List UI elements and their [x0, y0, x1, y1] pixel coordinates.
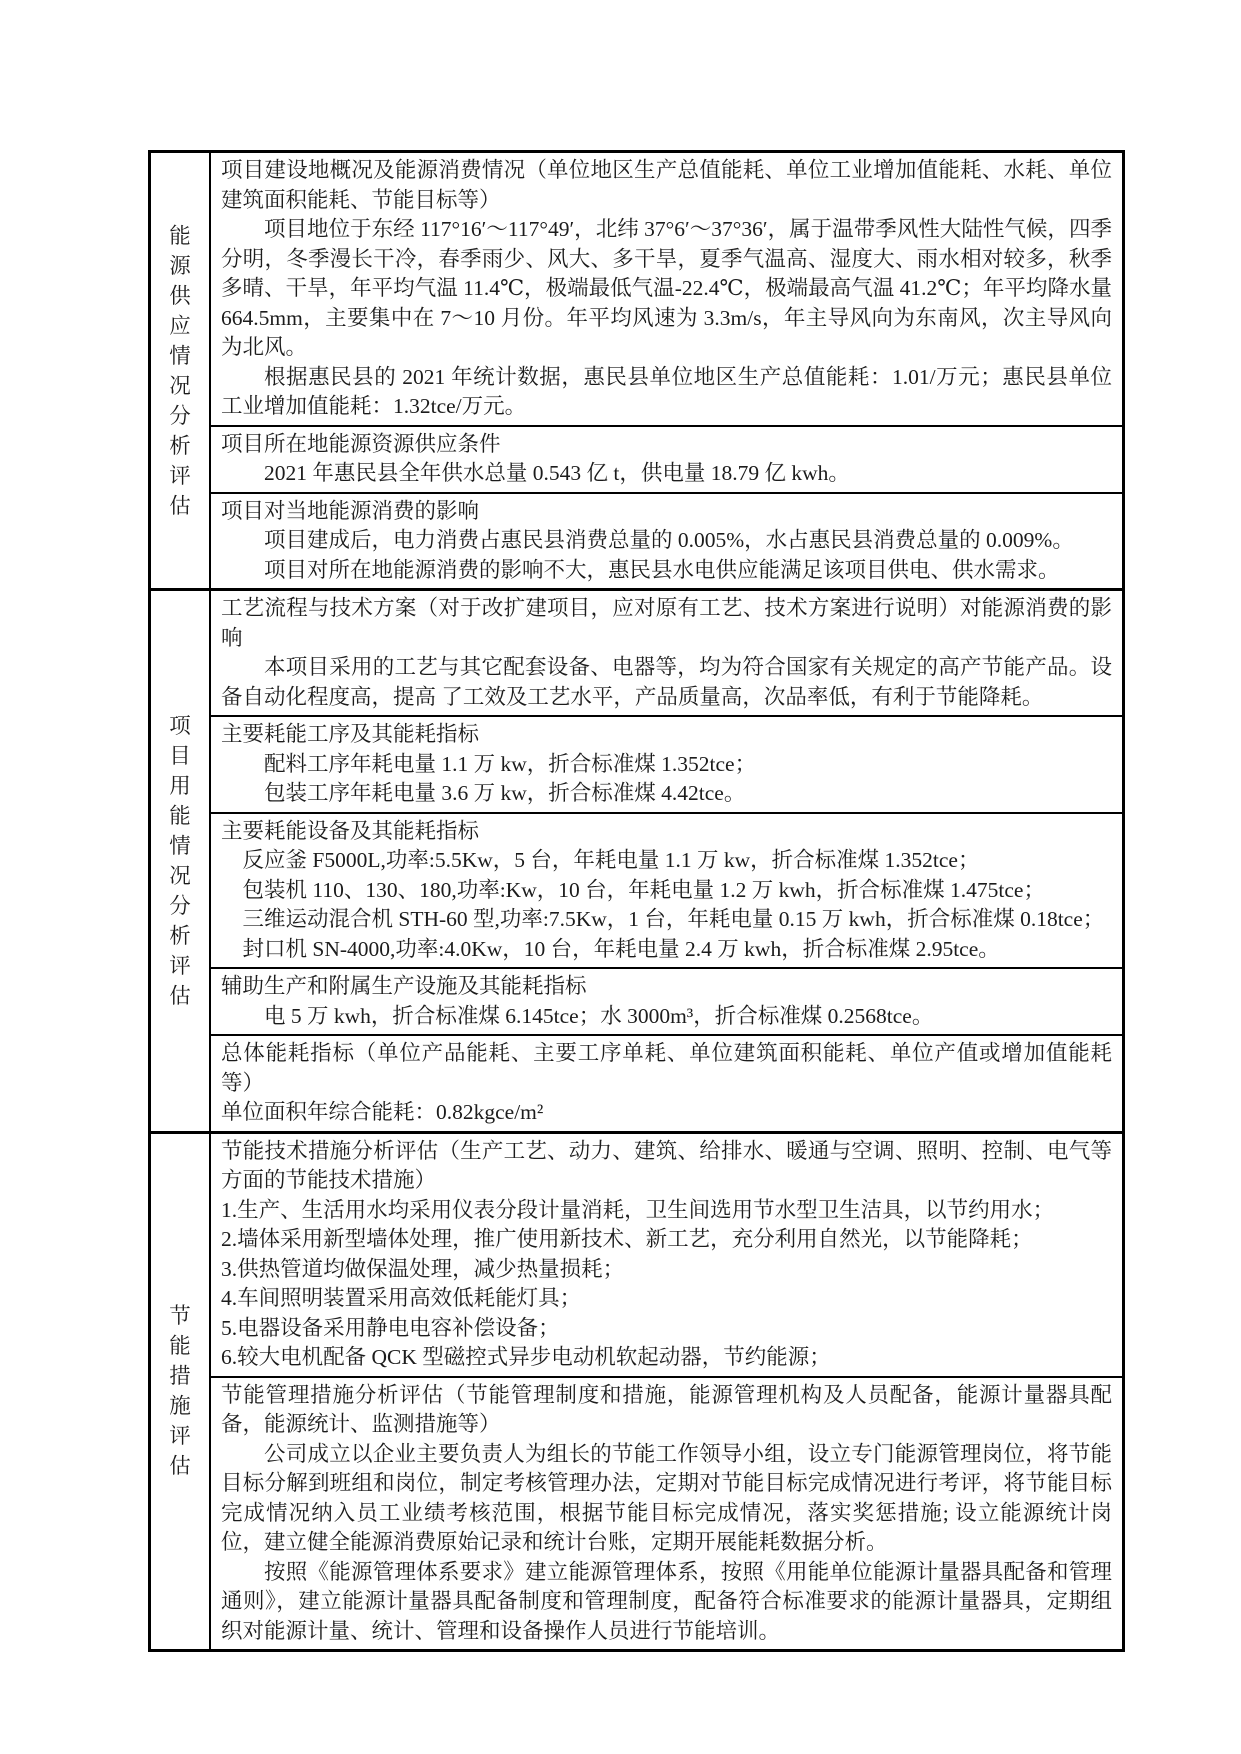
- paragraph: 工艺流程与技术方案（对于改扩建项目，应对原有工艺、技术方案进行说明）对能源消费的影响: [221, 596, 1112, 650]
- table-row: [150, 493, 1124, 590]
- paragraph: 4.车间照明装置采用高效低耗能灯具；: [221, 1286, 582, 1310]
- section-label-char: 能: [169, 223, 191, 248]
- section-label-char: 估: [169, 493, 191, 518]
- paragraph: 3.供热管道均做保温处理，减少热量损耗；: [221, 1256, 625, 1281]
- section-label-char: 估: [169, 1454, 191, 1479]
- paragraph: 根据惠民县的 2021 年统计数据，惠民县单位地区生产总值能耗：1.01/万元；惠民县单位工业增加值能耗：1.32tce/万元。: [221, 364, 1112, 418]
- paragraph: 节能技术措施分析评估（生产工艺、动力、建筑、给排水、暖通与空调、照明、控制、电气等方面的节能技术措施）: [221, 1138, 1112, 1192]
- paragraph: 辅助生产和附属生产设施及其能耗指标: [221, 974, 587, 998]
- section-label-char: 情: [169, 833, 191, 858]
- paragraph: 按照《能源管理体系要求》建立能源管理体系，按照《用能单位能源计量器具配备和管理通则》，建立能源计量器具配备制度和管理制度，配备符合标准要求的能源计量器具，定期组织对能源计量、统计、管理和设备操作人员进行节能培训。: [221, 1559, 1112, 1643]
- section-label-char: 估: [169, 983, 191, 1008]
- paragraph: 项目对当地能源消费的影响: [221, 498, 480, 523]
- section-label-char: 供: [169, 283, 191, 308]
- energy-assessment-table: [148, 150, 1125, 1652]
- section-label-char: 分: [169, 893, 191, 918]
- paragraph: 三维运动混合机 STH-60 型,功率:7.5Kw，1 台，年耗电量 0.15 万 kwh，折合标准煤 0.18tce；: [242, 907, 1105, 931]
- paragraph: 本项目采用的工艺与其它配套设备、电器等，均为符合国家有关规定的高产节能产品。设备自动化程度高，提高 了工效及工艺水平，产品质量高，次品率低，有利于节能降耗。: [221, 655, 1112, 709]
- table-cell: [210, 1035, 1124, 1132]
- paragraph: 包装工序年耗电量 3.6 万 kw，折合标准煤 4.42tce。: [264, 781, 746, 805]
- section-label-char: 分: [169, 403, 191, 428]
- section-label-char: 目: [169, 743, 191, 768]
- table-cell: [210, 493, 1124, 590]
- section-label: [150, 590, 211, 1133]
- table-cell: [210, 716, 1124, 813]
- table-cell: [210, 1377, 1124, 1651]
- table-row: [150, 813, 1124, 969]
- paragraph: 总体能耗指标（单位产品能耗、主要工序单耗、单位建筑面积能耗、单位产值或增加值能耗等）: [221, 1041, 1112, 1095]
- table-cell: [210, 813, 1124, 969]
- section-label-char: 能: [169, 1334, 191, 1359]
- section-label-char: 项: [169, 713, 191, 738]
- table-row: [150, 426, 1124, 493]
- paragraph: 项目所在地能源资源供应条件: [221, 431, 501, 456]
- paragraph: 包装机 110、130、180,功率:Kw，10 台，年耗电量 1.2 万 kwh，折合标准煤 1.475tce；: [242, 877, 1045, 902]
- table-cell: [210, 968, 1124, 1035]
- section-label-char: 用: [169, 773, 191, 798]
- table-row: [150, 1377, 1124, 1651]
- paragraph: 2021 年惠民县全年供水总量 0.543 亿 t，供电量 18.79 亿 kwh。: [264, 461, 850, 485]
- paragraph: 主要耗能工序及其能耗指标: [221, 722, 480, 746]
- paragraph: 配料工序年耗电量 1.1 万 kw，折合标准煤 1.352tce；: [264, 751, 757, 776]
- section-label-char: 施: [169, 1394, 191, 1419]
- paragraph: 主要耗能设备及其能耗指标: [221, 818, 480, 843]
- table-row: [150, 716, 1124, 813]
- paragraph: 1.生产、生活用水均采用仪表分段计量消耗，卫生间选用节水型卫生洁具，以节约用水；: [221, 1197, 1055, 1222]
- section-label-char: 源: [169, 253, 191, 278]
- paragraph: 电 5 万 kwh，折合标准煤 6.145tce；水 3000m³，折合标准煤 0.2568tce。: [264, 1003, 934, 1028]
- section-label: [150, 1132, 211, 1651]
- table-row: [150, 1035, 1124, 1132]
- table-cell: [210, 590, 1124, 717]
- paragraph: 项目建成后，电力消费占惠民县消费总量的 0.005%，水占惠民县消费总量的 0.009%。: [264, 528, 1074, 552]
- paragraph: 封口机 SN-4000,功率:4.0Kw，10 台，年耗电量 2.4 万 kwh，折合标准煤 2.95tce。: [242, 936, 1000, 961]
- section-label-char: 析: [169, 923, 191, 948]
- paragraph: 反应釜 F5000L,功率:5.5Kw，5 台，年耗电量 1.1 万 kw，折合标准煤 1.352tce；: [242, 848, 980, 872]
- table-row: [150, 152, 1124, 426]
- paragraph: 6.较大电机配备 QCK 型磁控式异步电动机软起动器，节约能源；: [221, 1345, 831, 1369]
- section-label-char: 评: [169, 1424, 191, 1449]
- section-label-char: 能: [169, 803, 191, 828]
- section-label-char: 节: [169, 1304, 191, 1329]
- section-label-char: 评: [169, 953, 191, 978]
- table-row: [150, 590, 1124, 717]
- section-label-char: 析: [169, 433, 191, 458]
- paragraph: 项目地位于东经 117°16′～117°49′，北纬 37°6′～37°36′，属于温带季风性大陆性气候，四季分明，冬季漫长干冷，春季雨少、风大、多干旱，夏季气温高、湿度大、雨水相对较多，秋季多晴、干旱，年平均气温 11.4℃，极端最低气温-22.4℃，极端最高气温 41.2℃；年平均降水量 664.5mm，主要集中在 7～10 月份。年平均风速为 3.3m/s，年主导风向为东南风，次主导风向为北风。: [221, 217, 1112, 359]
- paragraph: 2.墙体采用新型墙体处理，推广使用新技术、新工艺，充分利用自然光，以节能降耗；: [221, 1227, 1033, 1251]
- section-label-char: 评: [169, 463, 191, 488]
- section-label-char: 况: [169, 863, 191, 888]
- paragraph: 公司成立以企业主要负责人为组长的节能工作领导小组，设立专门能源管理岗位，将节能目标分解到班组和岗位，制定考核管理办法，定期对节能目标完成情况进行考评，将节能目标完成情况纳入员工业绩考核范围，根据节能目标完成情况，落实奖惩措施; 设立能源统计岗位，建立健全能源消费原始记录和统计台账，定期开展能耗数据分析。: [221, 1441, 1112, 1554]
- paragraph: 单位面积年综合能耗：0.82kgce/m²: [221, 1100, 544, 1124]
- table-cell: [210, 1132, 1124, 1377]
- paragraph: 项目建设地概况及能源消费情况（单位地区生产总值能耗、单位工业增加值能耗、水耗、单位建筑面积能耗、节能目标等）: [221, 158, 1112, 212]
- section-label: [150, 152, 211, 590]
- section-label-char: 况: [169, 373, 191, 398]
- paragraph: 节能管理措施分析评估（节能管理制度和措施，能源管理机构及人员配备，能源计量器具配备，能源统计、监测措施等）: [221, 1382, 1112, 1436]
- table-cell: [210, 426, 1124, 493]
- table-row: [150, 968, 1124, 1035]
- paragraph: 5.电器设备采用静电电容补偿设备；: [221, 1315, 560, 1340]
- section-label-char: 措: [169, 1364, 191, 1389]
- table-cell: [210, 152, 1124, 426]
- paragraph: 项目对所在地能源消费的影响不大，惠民县水电供应能满足该项目供电、供水需求。: [264, 557, 1060, 582]
- table-row: [150, 1132, 1124, 1377]
- section-label-char: 情: [169, 343, 191, 368]
- section-label-char: 应: [169, 313, 191, 338]
